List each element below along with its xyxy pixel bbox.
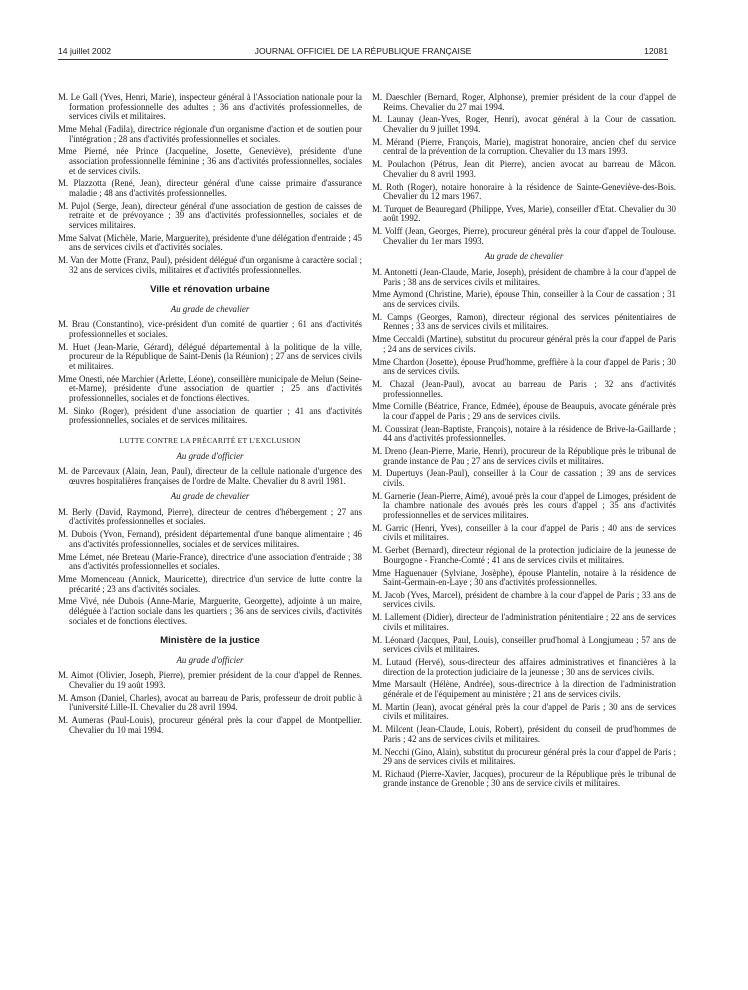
honoree-entry: M. Mérand (Pierre, François, Marie), magistrat honoraire, ancien chef du service central de la prévention de la corruption. Chevalier du 13 mars 1993.: [372, 136, 676, 157]
chevalier-entries: [372, 268, 676, 789]
honoree-entry: M. Jacob (Yves, Marcel), président de chambre à la cour d'appel de Paris ; 33 ans de services civils.: [372, 589, 676, 610]
honoree-entry: M. Aumeras (Paul-Louis), procureur général près la cour d'appel de Montpellier. Chevalier du 10 mai 1994.: [58, 715, 362, 735]
grade-heading: Au grade de chevalier: [484, 251, 564, 262]
officier-entries-continued: [372, 93, 676, 246]
honoree-entry: Mme Chardon (Josette), épouse Prud'homme, greffière à la cour d'appel de Paris ; 30 ans de services civils.: [372, 356, 676, 377]
subsection-heading-lutte: LUTTE CONTRE LA PRÉCARITÉ ET L'EXCLUSION: [119, 435, 301, 445]
honoree-entry: M. Richaud (Pierre-Xavier, Jacques), procureur de la République près le tribunal de grande instance de Grenoble ; 30 ans de service civils et militaires.: [372, 768, 676, 789]
honoree-entry: M. Roth (Roger), notaire honoraire à la résidence de Sainte-Geneviève-des-Bois. Chevalier du 12 mars 1967.: [372, 181, 676, 202]
honoree-entry: Mme Haguenauer (Sylviane, Josèphe), épouse Plantelin, notaire à la résidence de Saint-Germain-en-Laye ; 30 ans d'activités professionnelles.: [372, 567, 676, 588]
left-column: [58, 93, 362, 738]
honoree-entry: M. Antonetti (Jean-Claude, Marie, Joseph), président de chambre à la cour d'appel de Paris ; 38 ans de services civils et militaires.: [372, 267, 676, 287]
honoree-entry: M. Lallement (Didier), directeur de l'administration pénitentiaire ; 22 ans de services civils et militaires.: [372, 612, 676, 632]
honoree-entry: Mme Ceccaldi (Martine), substitut du procureur général près la cour d'appel de Paris ; 24 ans de services civils.: [372, 334, 676, 354]
honoree-entry: Mme Onesti, née Marchier (Arlette, Léone), conseillère municipale de Melun (Seine-et-Marne), présidente d'une association de quartier ; 25 ans d'activités professionnelles, sociales et de fonctions électives.: [58, 373, 362, 403]
ville-entries: [58, 320, 362, 426]
honoree-entry: M. Le Gall (Yves, Henri, Marie), inspecteur général à l'Association nationale pour la formation professionnelle des adultes ; 36 ans d'activités professionnelles, de services civils et militaires.: [58, 92, 362, 122]
honoree-entry: Mme Marsault (Hélène, Andrée), sous-directrice à la direction de l'administration générale et de l'équipement au ministère ; 21 ans de services civils.: [372, 679, 676, 699]
honoree-entry: M. Coussirat (Jean-Baptiste, François), notaire à la résidence de Brive-la-Gaillarde ; 44 ans d'activités professionnelles.: [372, 423, 676, 444]
right-column: [372, 93, 676, 792]
honoree-entry: M. Léonard (Jacques, Paul, Louis), conseiller prud'homal à Longjumeau ; 57 ans de services civils et militaires.: [372, 634, 676, 655]
honoree-entry: Mme Mehal (Fadila), directrice régionale d'un organisme d'action et de soutien pour l'intégration ; 28 ans d'activités professionnelles et sociales.: [58, 123, 362, 144]
honoree-entry: M. Camps (Georges, Ramon), directeur régional des services pénitentiaires de Rennes ; 33 ans de services civils et militaires.: [372, 311, 676, 332]
grade-heading: Au grade de chevalier: [170, 491, 250, 502]
honoree-entry: M. Necchi (Gino, Alain), substitut du procureur général près la cour d'appel de Paris ; 29 ans de services civils et militaires.: [372, 746, 677, 767]
honoree-entry: Mme Salvat (Michèle, Marie, Marguerite), présidente d'une délégation d'entraide ; 45 ans de services civils et d'activités sociales.: [58, 232, 362, 253]
honoree-entry: M. Amson (Daniel, Charles), avocat au barreau de Paris, professeur de droit public à l'université Lille-II. Chevalier du 28 avril 1994.: [58, 692, 362, 713]
honoree-entry: M. Dreno (Jean-Pierre, Marie, Henri), procureur de la République près le tribunal de grande instance de Pau ; 27 ans de services civils et militaires.: [372, 446, 676, 466]
honoree-entry: M. Volff (Jean, Georges, Pierre), procureur général près la cour d'appel de Toulouse. Chevalier du 1er mars 1993.: [372, 226, 676, 246]
header-rule: [58, 59, 668, 60]
honoree-entry: M. Sinko (Roger), président d'une association de quartier ; 41 ans d'activités professionnelles, sociales et de services militaires.: [58, 405, 362, 426]
grade-heading: Au grade d'officier: [176, 450, 244, 461]
grade-heading: Au grade d'officier: [176, 654, 244, 665]
honoree-entry: M. Aimot (Olivier, Joseph, Pierre), premier président de la cour d'appel de Rennes. Chevalier du 19 août 1993.: [58, 670, 362, 690]
honoree-entry: M. Plazzotta (René, Jean), directeur général d'une caisse primaire d'assurance maladie ; 48 ans d'activités professionnelles.: [58, 178, 362, 198]
honoree-entry: M. Dupertuys (Jean-Paul), conseiller à la Cour de cassation ; 39 ans de services civils.: [372, 468, 676, 488]
lutte-chevalier-entries: [58, 508, 362, 626]
honoree-entry: Mme Lémet, née Breteau (Marie-France), directrice d'une association d'entraide ; 38 ans d'activités professionnelles et sociales.: [58, 551, 362, 572]
justice-officier-entries: [58, 671, 362, 735]
lutte-officier-entries: [58, 467, 362, 486]
honoree-entry: M. Dubois (Yvon, Fernand), président départemental d'une banque alimentaire ; 46 ans d'activités professionnelles, sociales et de services militaires.: [58, 529, 362, 549]
journal-title: JOURNAL OFFICIEL DE LA RÉPUBLIQUE FRANÇAISE: [254, 46, 472, 56]
honoree-entry: M. Turquet de Beauregard (Philippe, Yves, Marie), conseiller d'Etat. Chevalier du 30 août 1992.: [372, 203, 676, 224]
honoree-entry: M. Huet (Jean-Marie, Gérard), délégué départemental à la politique de la ville, procureur de la République de Saint-Denis (la Réunion) ; 27 ans de services civils et militaires.: [58, 341, 362, 371]
honoree-entry: M. Berly (David, Raymond, Pierre), directeur de centres d'hébergement ; 27 ans d'activités professionnelles et sociales.: [58, 506, 362, 527]
honoree-entry: M. Gerbet (Bernard), directeur régional de la protection judiciaire de la jeunesse de Bourgogne - Franche-Comté ; 41 ans de services civils et militaires.: [372, 545, 676, 565]
page-header: [58, 46, 668, 60]
section-heading-ville: Ville et rénovation urbaine: [150, 284, 270, 296]
honoree-entry: M. Launay (Jean-Yves, Roger, Henri), avocat général à la Cour de cassation. Chevalier du 9 juillet 1994.: [372, 114, 676, 134]
honoree-entry: M. Chazal (Jean-Paul), avocat au barreau de Paris ; 32 ans d'activités professionnelles.: [372, 378, 676, 399]
grade-heading: Au grade de chevalier: [170, 303, 250, 314]
section-heading-justice: Ministère de la justice: [160, 635, 260, 647]
page-number: 12081: [644, 46, 668, 56]
honoree-entry: M. Van der Motte (Franz, Paul), président délégué d'un organisme à caractère social ; 32 ans de services civils, militaires et d'activités professionnelles.: [58, 255, 362, 275]
honoree-entry: Mme Cornille (Béatrice, France, Edmée), épouse de Beaupuis, avocate générale près la cour d'appel de Paris ; 29 ans de services civils.: [372, 401, 676, 421]
honoree-entry: M. Milcent (Jean-Claude, Louis, Robert), président du conseil de prud'hommes de Paris ; 42 ans de services civils et militaires.: [372, 724, 676, 744]
honoree-entry: M. de Parcevaux (Alain, Jean, Paul), directeur de la cellule nationale d'urgence des œuvres hospitalières françaises de l'ordre de Malte. Chevalier du 8 avril 1981.: [58, 466, 362, 486]
honoree-entry: M. Lutaud (Hervé), sous-directeur des affaires administratives et financières à la direction de la protection judiciaire de la jeunesse ; 30 ans de services civils.: [372, 657, 676, 677]
honoree-entry: M. Martin (Jean), avocat général près la cour d'appel de Paris ; 30 ans de services civils et militaires.: [372, 701, 676, 722]
honoree-entry: Mme Pierné, née Prince (Jacqueline, Josette, Geneviève), présidente d'une association professionnelle féminine ; 36 ans d'activités professionnelles, sociales et de services civils.: [58, 146, 362, 176]
honoree-entry: Mme Vivé, née Dubois (Anne-Marie, Marguerite, Georgette), adjointe à un maire, déléguée à l'action sociale dans les quartiers ; 36 ans de services civils, d'activités sociales et de fonctions électives.: [58, 596, 362, 626]
honoree-entry: Mme Momenceau (Annick, Mauricette), directrice d'un service de lutte contre la précarité ; 23 ans d'activités sociales.: [58, 574, 362, 594]
honoree-entry: M. Daeschler (Bernard, Roger, Alphonse), premier président de la cour d'appel de Reims. Chevalier du 27 mai 1994.: [372, 92, 676, 112]
honoree-entry: Mme Aymond (Christine, Marie), épouse Thin, conseiller à la Cour de cassation ; 31 ans de services civils.: [372, 289, 676, 309]
honoree-entry: M. Garric (Henri, Yves), conseiller à la cour d'appel de Paris ; 40 ans de services civils et militaires.: [372, 522, 676, 543]
honoree-entry: M. Brau (Constantino), vice-président d'un comité de quartier ; 61 ans d'activités professionnelles et sociales.: [58, 319, 362, 339]
honoree-entry: M. Garnerie (Jean-Pierre, Aimé), avoué près la cour d'appel de Limoges, président de la chambre nationale des avoués près les cours d'appel ; 35 ans d'activités professionnelles et de services militaires.: [372, 490, 676, 520]
intro-entries: [58, 93, 362, 275]
issue-date: 14 juillet 2002: [58, 46, 112, 56]
honoree-entry: M. Pujol (Serge, Jean), directeur général d'une association de gestion de caisses de retraite et de prévoyance ; 39 ans d'activités professionnelles, sociales et de services militaires.: [58, 200, 362, 230]
honoree-entry: M. Poulachon (Pétrus, Jean dit Pierre), ancien avocat au barreau de Mâcon. Chevalier du 8 avril 1993.: [372, 159, 676, 179]
